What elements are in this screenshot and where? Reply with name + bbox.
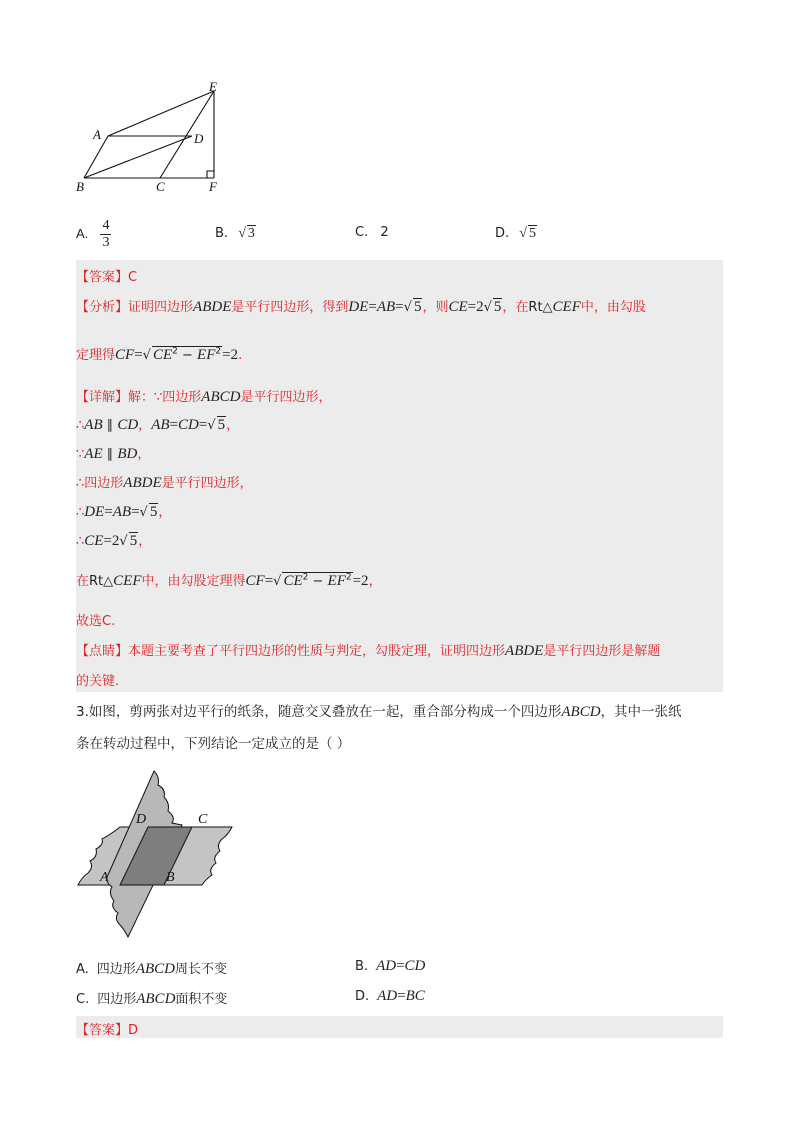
- q3-answer-block: [76, 1016, 723, 1038]
- label-D: D: [194, 131, 204, 146]
- label-B2: B: [166, 870, 175, 885]
- q3-option-a[interactable]: A. 四边形ABCD周长不变: [76, 961, 227, 977]
- analysis-line-2: 定理得CF=√ $CE^2 - EF^2=2$.: [76, 346, 243, 363]
- analysis-line-1: 【分析】证明四边形ABDE是平行四边形，得到DE=AB=√ 5，则CE=2√ 5，在Rt△CEF中，由勾股: [76, 299, 646, 315]
- option-d[interactable]: D. √ 5: [495, 226, 536, 241]
- q3-stem-line-1: 3.如图，剪两张对边平行的纸条，随意交叉叠放在一起，重合部分构成一个四边形ABCD，其中一张纸: [76, 704, 682, 720]
- paper-strips-figure: [70, 765, 240, 940]
- label-A2: A: [100, 870, 109, 885]
- detail-line-6: 在Rt△CEF中，由勾股定理得CF=√ $CE^2 - EF^2=2$，: [76, 572, 382, 589]
- comment-line-2: 的关键.: [76, 674, 120, 689]
- option-c[interactable]: C. 2: [355, 225, 389, 240]
- q3-option-c[interactable]: C. 四边形ABCD面积不变: [76, 991, 228, 1007]
- q3-stem-line-2: 条在转动过程中，下列结论一定成立的是（ ）: [76, 736, 351, 752]
- comment-line-1: 【点睛】本题主要考查了平行四边形的性质与判定，勾股定理，证明四边形ABDE是平行四边形是解题: [76, 643, 661, 659]
- answer-line: 【答案】C: [76, 270, 138, 285]
- label-D2: D: [136, 812, 147, 827]
- detail-line-1: ∴AB ∥ CD，AB=CD=√ 5，: [76, 417, 240, 433]
- option-b[interactable]: B. √ 3: [215, 226, 255, 241]
- detail-line-5: ∴CE=2√ 5，: [76, 533, 152, 549]
- label-F: F: [209, 179, 217, 194]
- q3-option-d[interactable]: D. AD=BC: [355, 988, 425, 1004]
- fraction: $\frac{4}{3}$: [102, 218, 110, 250]
- detail-line-3: ∴四边形ABDE是平行四边形，: [76, 475, 253, 491]
- label-E: E: [209, 80, 217, 94]
- parallelogram-figure: [70, 80, 240, 195]
- label-C2: C: [198, 812, 208, 827]
- detail-line-0: 【详解】解：∵四边形ABCD是平行四边形，: [76, 389, 332, 405]
- choose-line: 故选C.: [76, 614, 116, 629]
- q3-answer-line: 【答案】D: [76, 1023, 139, 1038]
- q3-option-b[interactable]: B. AD=CD: [355, 958, 426, 974]
- option-a[interactable]: A. $\frac{4}{3}$: [76, 218, 110, 250]
- detail-line-4: ∴DE=AB=√ 5，: [76, 504, 172, 520]
- label-C: C: [156, 179, 165, 194]
- label-A: A: [93, 127, 101, 142]
- detail-line-2: ∵AE ∥ BD，: [76, 446, 151, 462]
- label-B: B: [76, 179, 84, 194]
